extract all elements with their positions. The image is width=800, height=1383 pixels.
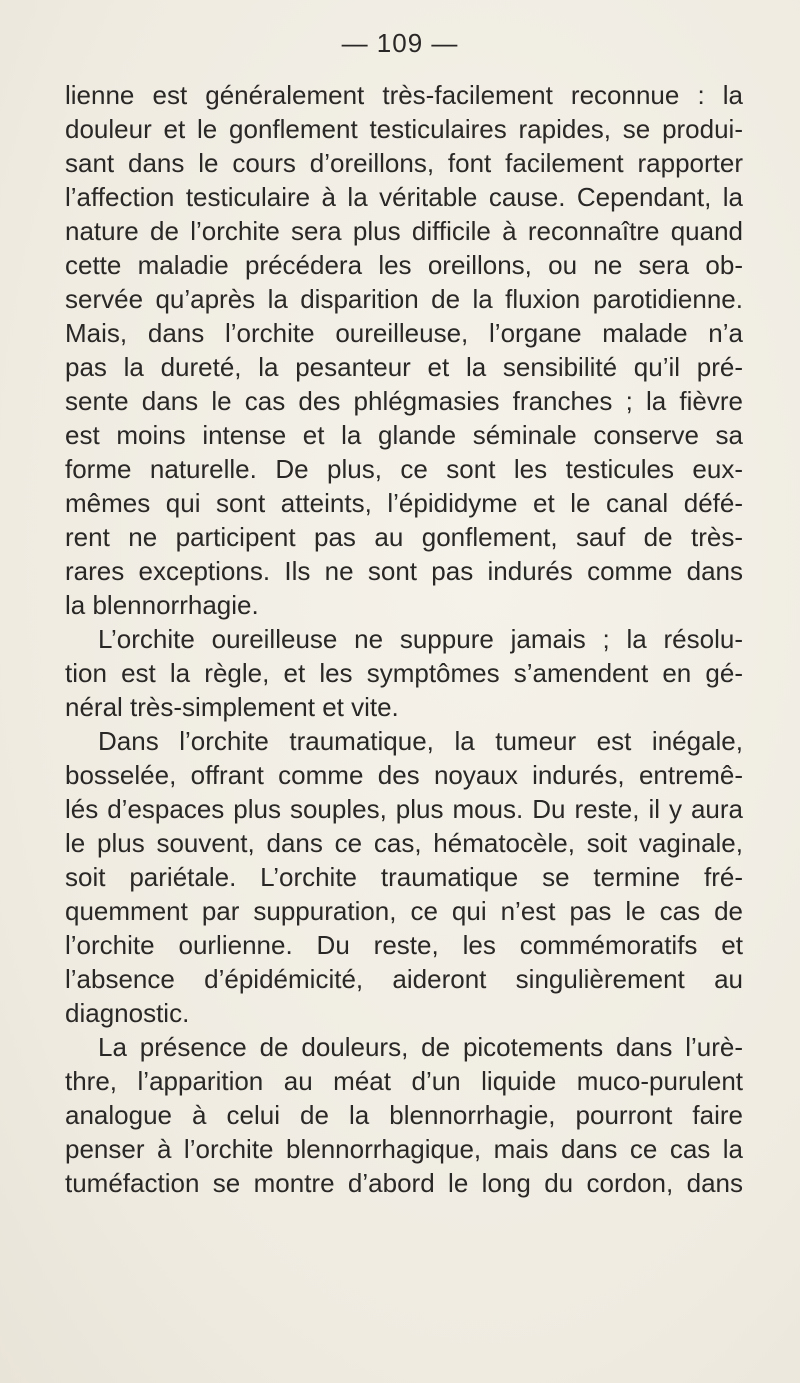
text-line: douleur et le gonflement testiculaires rapides, se produi- <box>65 114 743 144</box>
text-line: rent ne participent pas au gonflement, sauf de très- <box>65 522 743 552</box>
text-line: forme naturelle. De plus, ce sont les testicules eux- <box>65 454 743 484</box>
text-line: bosselée, offrant comme des noyaux indurés, entremê- <box>65 760 743 790</box>
text-line: tuméfaction se montre d’abord le long du cordon, dans <box>65 1168 743 1198</box>
text-line: quemment par suppuration, ce qui n’est pas le cas de <box>65 896 743 926</box>
text-line: diagnostic. <box>65 998 190 1028</box>
text-line: cette maladie précédera les oreillons, ou ne sera ob- <box>65 250 743 280</box>
text-line: mêmes qui sont atteints, l’épididyme et le canal défé- <box>65 488 743 518</box>
text-line: nature de l’orchite sera plus difficile à reconnaître quand <box>65 216 743 246</box>
text-line: la blennorrhagie. <box>65 590 259 620</box>
text-line: l’affection testiculaire à la véritable cause. Cependant, la <box>65 182 743 212</box>
text-line: néral très-simplement et vite. <box>65 692 399 722</box>
text-line: est moins intense et la glande séminale conserve sa <box>65 420 743 450</box>
text-line: lienne est généralement très-facilement reconnue : la <box>65 80 743 110</box>
text-line: sente dans le cas des phlégmasies franches ; la fièvre <box>65 386 743 416</box>
page-number: — 109 — <box>341 28 459 58</box>
text-line: pas la dureté, la pesanteur et la sensibilité qu’il pré- <box>65 352 743 382</box>
text-line: l’orchite ourlienne. Du reste, les commémoratifs et <box>65 930 743 960</box>
text-line: servée qu’après la disparition de la fluxion parotidienne. <box>65 284 743 314</box>
paragraph-start: La présence de douleurs, de picotements dans l’urè- <box>98 1032 743 1062</box>
paragraph-start: Dans l’orchite traumatique, la tumeur est inégale, <box>98 726 743 756</box>
text-line: le plus souvent, dans ce cas, hématocèle, soit vaginale, <box>65 828 743 858</box>
text-line: analogue à celui de la blennorrhagie, pourront faire <box>65 1100 743 1130</box>
text-line: l’absence d’épidémicité, aideront singulièrement au <box>65 964 743 994</box>
paragraph-start: L’orchite oureilleuse ne suppure jamais ; la résolu- <box>98 624 743 654</box>
text-line: tion est la règle, et les symptômes s’amendent en gé- <box>65 658 743 688</box>
text-line: rares exceptions. Ils ne sont pas indurés comme dans <box>65 556 743 586</box>
text-line: sant dans le cours d’oreillons, font facilement rapporter <box>65 148 743 178</box>
text-line: soit pariétale. L’orchite traumatique se termine fré- <box>65 862 743 892</box>
text-line: Mais, dans l’orchite oureilleuse, l’organe malade n’a <box>65 318 743 348</box>
text-line: lés d’espaces plus souples, plus mous. Du reste, il y aura <box>65 794 743 824</box>
text-line: thre, l’apparition au méat d’un liquide muco-purulent <box>65 1066 743 1096</box>
text-line: penser à l’orchite blennorrhagique, mais dans ce cas la <box>65 1134 743 1164</box>
